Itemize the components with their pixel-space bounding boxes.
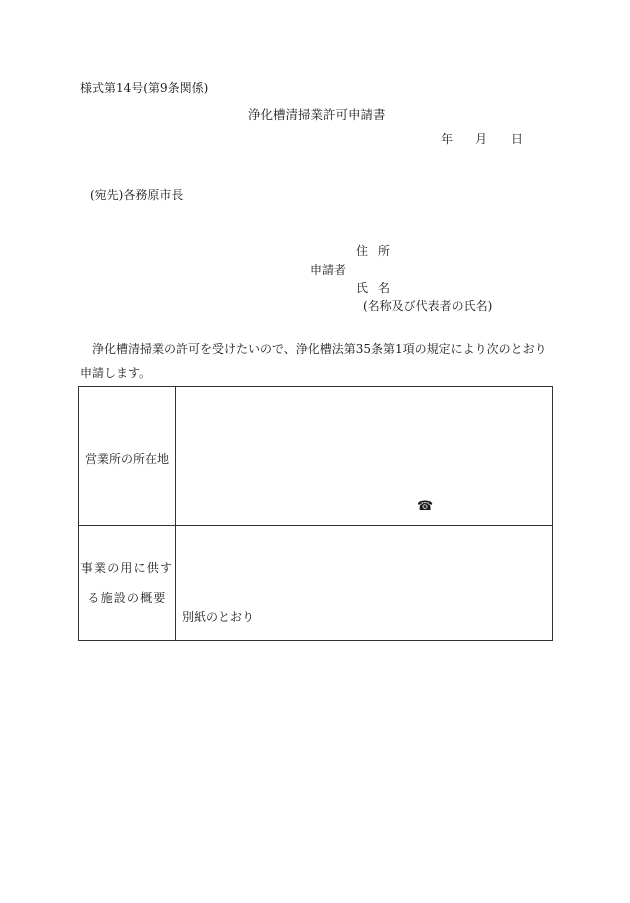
address-label: 住所 xyxy=(356,244,401,258)
date-day-label: 日 xyxy=(511,132,524,146)
form-number: 様式第14号(第9条関係) xyxy=(80,81,209,95)
facility-overview-label-line1: 事業の用に供す xyxy=(80,561,174,575)
telephone-icon: ☎ xyxy=(417,499,434,514)
name-note: (名称及び代表者の氏名) xyxy=(363,299,493,313)
name-label: 氏名 xyxy=(356,281,401,295)
office-location-label: 営業所の所在地 xyxy=(84,451,169,466)
facility-overview-value: 別紙のとおり xyxy=(182,610,255,624)
applicant-label: 申請者 xyxy=(310,263,347,277)
date-year-label: 年 xyxy=(441,132,454,146)
application-table xyxy=(78,386,553,641)
facility-overview-label-line2: る施設の概要 xyxy=(87,591,167,605)
facility-overview-value-cell xyxy=(176,526,553,641)
application-statement: 浄化槽清掃業の許可を受けたいので、浄化槽法第35条第1項の規定により次のとおり申請します。 xyxy=(80,342,547,380)
document-title: 浄化槽清掃業許可申請書 xyxy=(248,107,386,122)
date-month-label: 月 xyxy=(475,132,488,146)
office-location-label-cell xyxy=(79,387,176,526)
office-location-value-cell xyxy=(176,387,553,526)
table-row xyxy=(79,387,553,526)
table-row xyxy=(79,526,553,641)
addressee: (宛先)各務原市長 xyxy=(90,188,184,202)
facility-overview-label-cell xyxy=(79,526,176,641)
